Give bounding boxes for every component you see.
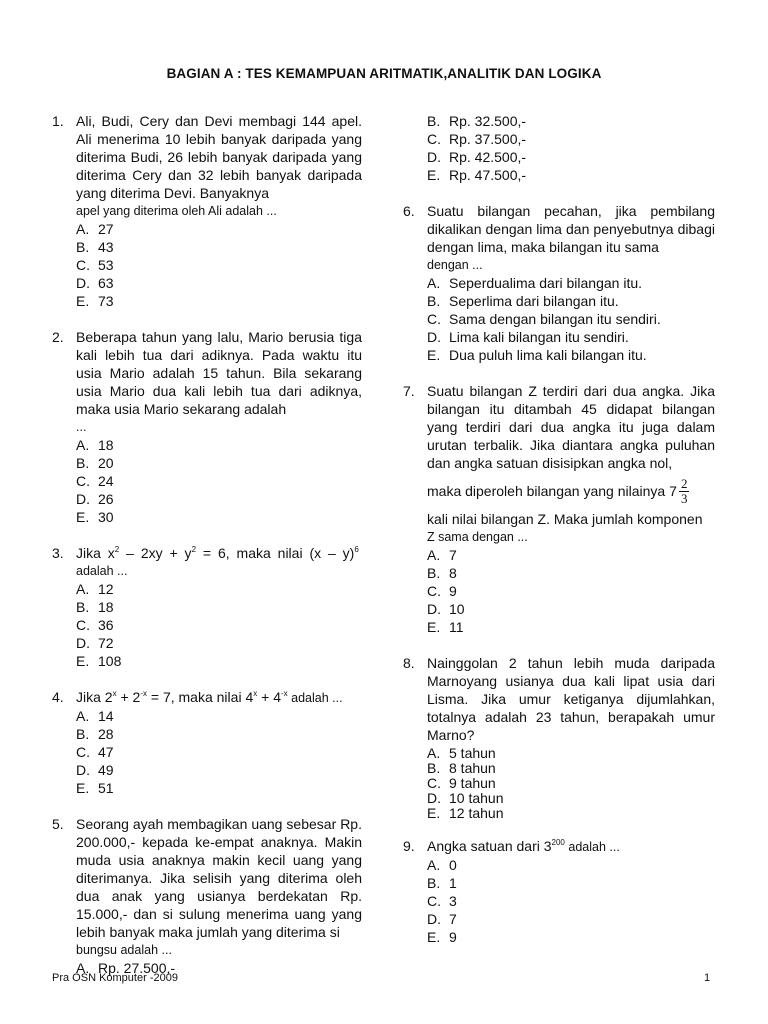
question-text: Beberapa tahun yang lalu, Mario berusia tiga kali lebih tua dari adiknya. Pada waktu itu usia Mario adalah 15 tahun. Bila sekarang usia Mario dua kali lebih tua dari adiknya, maka usia Mario sekarang adalah bbox=[76, 329, 362, 417]
option-list bbox=[76, 707, 362, 797]
option-list bbox=[76, 436, 362, 526]
option-list bbox=[427, 744, 715, 819]
option-letter: D. bbox=[427, 149, 441, 165]
question-9 bbox=[403, 837, 715, 946]
option-list bbox=[76, 580, 362, 670]
question-6 bbox=[403, 202, 715, 364]
option-letter: A. bbox=[76, 437, 90, 453]
fraction-numerator: 2 bbox=[680, 475, 688, 491]
question-text bbox=[76, 544, 362, 562]
option-e bbox=[427, 618, 715, 636]
option-text: 63 bbox=[98, 275, 114, 291]
question-fraction-line bbox=[427, 472, 715, 510]
option-text: Rp. 32.500,- bbox=[449, 113, 527, 129]
option-text: Seperdualima dari bilangan itu. bbox=[449, 275, 643, 291]
option-letter: E. bbox=[427, 619, 441, 635]
option-letter: D. bbox=[427, 911, 441, 927]
option-text: 28 bbox=[98, 726, 114, 742]
option-d bbox=[76, 761, 362, 779]
option-list bbox=[427, 856, 715, 946]
question-8 bbox=[403, 654, 715, 819]
option-d bbox=[427, 148, 715, 166]
question-text: Seorang ayah membagikan uang sebesar Rp. 200.000,- kepada ke-empat anaknya. Makin muda usia anaknya makin kecil uang yang diterimanya. Jika selisih yang diterima oleh dua anak yang usianya berdekatan Rp. 15.000,- dan si sulung menerima uang yang lebih banyak maka jumlah yang diterima si bbox=[76, 816, 362, 940]
option-text: 26 bbox=[98, 491, 114, 507]
text-part: = 6, maka nilai (x – y) bbox=[196, 545, 355, 561]
option-c bbox=[427, 774, 715, 789]
question-text-after: kali nilai bilangan Z. Maka jumlah komponen bbox=[427, 511, 703, 527]
option-text: Dua puluh lima kali bilangan itu. bbox=[449, 347, 647, 363]
question-text bbox=[76, 688, 362, 707]
option-d bbox=[427, 600, 715, 618]
option-letter: B. bbox=[427, 875, 441, 891]
question-number: 5. bbox=[52, 816, 64, 832]
option-text: 72 bbox=[98, 635, 114, 651]
option-letter: E. bbox=[427, 167, 441, 183]
option-text: Seperlima dari bilangan itu. bbox=[449, 293, 619, 309]
option-text: Rp. 37.500,- bbox=[449, 131, 527, 147]
option-letter: A. bbox=[76, 221, 90, 237]
question-number: 6. bbox=[403, 203, 415, 219]
question-text: Suatu bilangan Z terdiri dari dua angka. Jika bilangan itu ditambah 45 didapat bilangan yang terdiri dari dua angka itu juga dalam urutan terbalik. Jika diantara angka puluhan dan angka satuan disisipkan angka nol, bbox=[427, 383, 715, 471]
option-letter: C. bbox=[76, 257, 90, 273]
superscript: x bbox=[112, 689, 117, 698]
option-list bbox=[427, 112, 715, 184]
option-a bbox=[427, 856, 715, 874]
option-letter: E. bbox=[76, 293, 90, 309]
option-e bbox=[76, 652, 362, 670]
option-letter: B. bbox=[76, 599, 90, 615]
option-b bbox=[427, 874, 715, 892]
left-column bbox=[52, 112, 362, 977]
superscript: -x bbox=[140, 689, 147, 698]
option-text: 10 bbox=[449, 601, 465, 617]
option-letter: B. bbox=[427, 293, 441, 309]
option-c bbox=[76, 256, 362, 274]
question-text-tail: dengan ... bbox=[427, 258, 483, 272]
option-e bbox=[427, 166, 715, 184]
option-letter: C. bbox=[427, 583, 441, 599]
fraction bbox=[679, 477, 690, 506]
option-letter: A. bbox=[76, 960, 90, 976]
question-number: 3. bbox=[52, 545, 64, 561]
option-a bbox=[427, 274, 715, 292]
superscript: 200 bbox=[551, 838, 565, 847]
option-text: 3 bbox=[449, 893, 457, 909]
option-text: Rp. 27.500,- bbox=[98, 960, 176, 976]
option-letter: B. bbox=[76, 239, 90, 255]
option-e bbox=[427, 928, 715, 946]
option-letter: D. bbox=[76, 491, 90, 507]
option-text: 9 bbox=[449, 929, 457, 945]
option-letter: E. bbox=[427, 805, 441, 821]
option-text: 36 bbox=[98, 617, 114, 633]
text-part: Jika 2 bbox=[76, 689, 113, 705]
option-a bbox=[76, 220, 362, 238]
option-text: 7 bbox=[449, 911, 457, 927]
option-e bbox=[427, 346, 715, 364]
option-letter: A. bbox=[427, 275, 441, 291]
option-letter: D. bbox=[427, 329, 441, 345]
option-letter: A. bbox=[427, 857, 441, 873]
question-text bbox=[427, 837, 715, 856]
superscript: 2 bbox=[114, 545, 120, 554]
option-c bbox=[427, 310, 715, 328]
option-text: 11 bbox=[449, 619, 464, 635]
superscript: 2 bbox=[191, 545, 197, 554]
option-b bbox=[427, 564, 715, 582]
text-part: Angka satuan dari 3 bbox=[427, 838, 552, 854]
question-1 bbox=[52, 112, 362, 310]
option-c bbox=[427, 892, 715, 910]
text-part: = 7, maka nilai 4 bbox=[147, 689, 254, 705]
option-d bbox=[427, 328, 715, 346]
option-letter: C. bbox=[76, 744, 90, 760]
option-b bbox=[76, 238, 362, 256]
option-d bbox=[427, 910, 715, 928]
option-text: 51 bbox=[98, 780, 114, 796]
option-text: 73 bbox=[98, 293, 114, 309]
option-letter: E. bbox=[76, 653, 90, 669]
question-text-tail: ... bbox=[76, 420, 87, 434]
option-e bbox=[427, 804, 715, 819]
option-text: 0 bbox=[449, 857, 457, 873]
option-letter: B. bbox=[76, 455, 90, 471]
option-letter: A. bbox=[427, 547, 441, 563]
option-letter: A. bbox=[427, 745, 441, 761]
option-letter: D. bbox=[76, 275, 90, 291]
option-a bbox=[76, 580, 362, 598]
text-part: + 4 bbox=[257, 689, 281, 705]
option-b bbox=[427, 292, 715, 310]
option-d bbox=[427, 789, 715, 804]
option-letter: B. bbox=[427, 760, 441, 776]
option-letter: D. bbox=[76, 762, 90, 778]
option-text: 8 tahun bbox=[449, 760, 496, 776]
option-c bbox=[76, 472, 362, 490]
option-letter: D. bbox=[427, 601, 441, 617]
question-5-continued bbox=[403, 112, 715, 184]
option-text: 10 tahun bbox=[449, 790, 504, 806]
option-letter: D. bbox=[427, 790, 441, 806]
text-part: Jika x bbox=[76, 545, 115, 561]
option-letter: C. bbox=[76, 617, 90, 633]
option-text: 9 bbox=[449, 583, 457, 599]
option-text: 47 bbox=[98, 744, 114, 760]
text-part: adalah ... bbox=[564, 840, 620, 854]
option-b bbox=[427, 759, 715, 774]
option-letter: E. bbox=[76, 509, 90, 525]
option-d bbox=[76, 634, 362, 652]
option-text: Sama dengan bilangan itu sendiri. bbox=[449, 311, 661, 327]
option-letter: C. bbox=[427, 775, 441, 791]
option-text: 7 bbox=[449, 547, 457, 563]
option-letter: C. bbox=[76, 473, 90, 489]
option-d bbox=[76, 274, 362, 292]
option-e bbox=[76, 292, 362, 310]
question-number: 8. bbox=[403, 655, 415, 671]
text-part: – 2xy + y bbox=[119, 545, 192, 561]
question-number: 2. bbox=[52, 329, 64, 345]
option-text: 49 bbox=[98, 762, 114, 778]
option-a bbox=[76, 707, 362, 725]
option-letter: B. bbox=[427, 113, 441, 129]
option-letter: E. bbox=[76, 780, 90, 796]
option-b bbox=[427, 112, 715, 130]
option-text: 12 tahun bbox=[449, 805, 504, 821]
fraction-denominator: 3 bbox=[680, 490, 688, 506]
question-text: Nainggolan 2 tahun lebih muda daripada Marnoyang usianya dua kali lipat usia dari Lisma. Jika umur ketiganya dijumlahkan, totalnya adalah 23 tahun, berapakah umur Marno? bbox=[427, 655, 715, 743]
footer-text: Pra OSN Komputer -2009 bbox=[52, 972, 178, 984]
option-text: 14 bbox=[98, 708, 114, 724]
option-c bbox=[76, 743, 362, 761]
option-text: 9 tahun bbox=[449, 775, 496, 791]
mixed-number bbox=[669, 477, 689, 506]
superscript: x bbox=[253, 689, 258, 698]
option-text: Lima kali bilangan itu sendiri. bbox=[449, 329, 629, 345]
question-2 bbox=[52, 328, 362, 526]
question-number: 1. bbox=[52, 113, 64, 129]
option-text: 24 bbox=[98, 473, 114, 489]
option-e bbox=[76, 779, 362, 797]
question-7 bbox=[403, 382, 715, 636]
option-text: 53 bbox=[98, 257, 114, 273]
question-text: Suatu bilangan pecahan, jika pembilang dikalikan dengan lima dan penyebutnya dibagi dengan lima, maka bilangan itu sama bbox=[427, 203, 715, 255]
mixed-whole: 7 bbox=[669, 483, 677, 499]
option-text: 27 bbox=[98, 221, 114, 237]
option-letter: C. bbox=[427, 893, 441, 909]
option-text: 108 bbox=[98, 653, 122, 669]
question-number: 9. bbox=[403, 838, 415, 854]
option-text: 18 bbox=[98, 599, 114, 615]
option-letter: B. bbox=[76, 726, 90, 742]
option-text: 20 bbox=[98, 455, 114, 471]
option-text: 43 bbox=[98, 239, 114, 255]
option-text: Rp. 42.500,- bbox=[449, 149, 527, 165]
section-title: BAGIAN A : TES KEMAMPUAN ARITMATIK,ANALITIK DAN LOGIKA bbox=[166, 66, 602, 81]
option-text: 30 bbox=[98, 509, 114, 525]
text-part: adalah ... bbox=[287, 691, 343, 705]
option-e bbox=[76, 508, 362, 526]
option-text: 12 bbox=[98, 581, 114, 597]
option-text: 5 tahun bbox=[449, 745, 496, 761]
question-text-tail: apel yang diterima oleh Ali adalah ... bbox=[76, 204, 277, 218]
question-text-tail: adalah ... bbox=[76, 564, 128, 578]
page-number: 1 bbox=[704, 972, 711, 984]
option-c bbox=[427, 130, 715, 148]
option-letter: E. bbox=[427, 347, 441, 363]
question-5 bbox=[52, 815, 362, 977]
option-text: 1 bbox=[449, 875, 457, 891]
option-c bbox=[427, 582, 715, 600]
option-letter: A. bbox=[76, 708, 90, 724]
question-text: Ali, Budi, Cery dan Devi membagi 144 apel. Ali menerima 10 lebih banyak daripada yang diterima Budi, 26 lebih banyak daripada yang diterima Cery dan 32 lebih banyak daripada yang diterima Devi. Banyaknya bbox=[76, 113, 362, 201]
text-part: maka diperoleh bilangan yang nilainya bbox=[427, 483, 666, 499]
option-letter: A. bbox=[76, 581, 90, 597]
option-a bbox=[427, 546, 715, 564]
option-list bbox=[76, 220, 362, 310]
option-text: 18 bbox=[98, 437, 114, 453]
option-letter: C. bbox=[427, 131, 441, 147]
right-column bbox=[403, 112, 715, 946]
option-letter: D. bbox=[76, 635, 90, 651]
question-number: 7. bbox=[403, 383, 415, 399]
option-text: Rp. 47.500,- bbox=[449, 167, 527, 183]
question-3 bbox=[52, 544, 362, 670]
question-text-tail: Z sama dengan ... bbox=[427, 530, 528, 544]
superscript: 6 bbox=[354, 545, 359, 554]
option-letter: E. bbox=[427, 929, 441, 945]
question-4 bbox=[52, 688, 362, 797]
option-a bbox=[427, 744, 715, 759]
text-part: + 2 bbox=[116, 689, 141, 705]
option-text: 8 bbox=[449, 565, 457, 581]
option-letter: B. bbox=[427, 565, 441, 581]
option-b bbox=[76, 725, 362, 743]
question-number: 4. bbox=[52, 689, 64, 705]
option-list bbox=[427, 546, 715, 636]
option-letter: C. bbox=[427, 311, 441, 327]
option-d bbox=[76, 490, 362, 508]
option-b bbox=[76, 454, 362, 472]
superscript: -x bbox=[280, 689, 288, 698]
question-text-tail: bungsu adalah ... bbox=[76, 943, 172, 957]
option-b bbox=[76, 598, 362, 616]
option-a bbox=[76, 436, 362, 454]
option-list bbox=[427, 274, 715, 364]
option-c bbox=[76, 616, 362, 634]
